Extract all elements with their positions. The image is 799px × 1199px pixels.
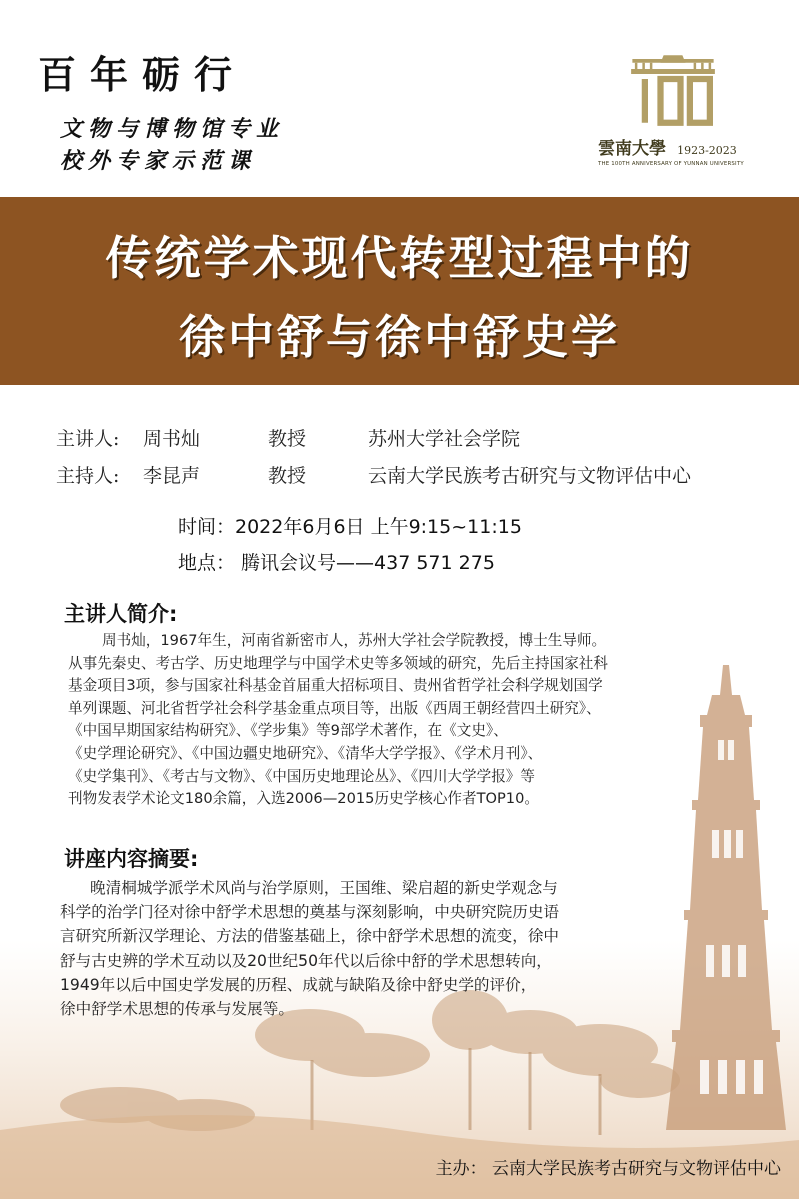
bio-line: 刊物发表学术论文180余篇，入选2006—2015历史学核心作者TOP10。	[68, 790, 539, 808]
logo-text	[598, 134, 748, 167]
abstract-line: 1949年以后中国史学发展的历程、成就与缺陷及徐中舒史学的评价，	[60, 975, 537, 994]
bio-line: 《史学理论研究》、《中国边疆史地研究》、《清华大学学报》、《学术月刊》、	[68, 744, 543, 762]
header-subtitle-line2: 校外专家示范课	[60, 148, 257, 174]
event-time: 时间：2022年6月6日 上午9:15~11:15	[178, 516, 522, 538]
abstract-line: 科学的治学门径对徐中舒学术思想的奠基与深刻影响，中央研究院历史语	[60, 903, 560, 922]
abstract-heading: 讲座内容摘要:	[64, 847, 199, 871]
banner-title-line1: 传统学术现代转型过程中的	[105, 231, 694, 285]
event-place: 地点： 腾讯会议号——437 571 275	[178, 552, 495, 574]
host-org: 云南大学民族考古研究与文物评估中心	[368, 465, 692, 487]
logo-name: 雲南大學	[598, 139, 666, 159]
speaker-role: 主讲人:	[56, 428, 120, 450]
organizer: 主办： 云南大学民族考古研究与文物评估中心	[435, 1159, 781, 1179]
logo-years: 1923-2023	[677, 144, 737, 157]
header-subtitle-line1: 文物与博物馆专业	[60, 116, 285, 142]
abstract-text	[60, 876, 700, 1021]
header-title: 百年砺行	[38, 52, 247, 97]
speaker-name: 周书灿	[143, 428, 201, 450]
bio-line: 《中国早期国家结构研究》、《学步集》等9部学术著作，在《文史》、	[68, 722, 508, 740]
bio-line: 从事先秦史、考古学、历史地理学与中国学术史等多领域的研究，先后主持国家社科	[68, 654, 608, 672]
abstract-line: 言研究所新汉学理论、方法的借鉴基础上，徐中舒学术思想的流变，徐中	[60, 927, 560, 946]
university-centennial-logo	[598, 54, 748, 129]
bio-line: 基金项目3项，参与国家社科基金首届重大招标项目、贵州省哲学社会科学规划国学	[68, 677, 603, 695]
bio-line: 周书灿，1967年生，河南省新密市人，苏州大学社会学院教授，博士生导师。	[102, 632, 607, 649]
abstract-line: 晚清桐城学派学术风尚与治学原则，王国维、梁启超的新史学观念与	[90, 879, 558, 897]
speaker-org: 苏州大学社会学院	[368, 428, 521, 450]
banner-title-line2: 徐中舒与徐中舒史学	[179, 310, 620, 364]
bio-heading: 主讲人简介:	[64, 602, 178, 626]
abstract-line: 徐中舒学术思想的传承与发展等。	[60, 1000, 294, 1019]
bio-line: 《史学集刊》、《考古与文物》、《中国历史地理论丛》、《四川大学学报》等	[68, 767, 535, 785]
logo-tagline: THE 100TH ANNIVERSARY OF YUNNAN UNIVERSITY	[598, 161, 744, 167]
speaker-title: 教授	[268, 428, 307, 450]
host-name: 李昆声	[143, 465, 201, 487]
abstract-line: 舒与古史辨的学术互动以及20世纪50年代以后徐中舒的学术思想转向，	[60, 951, 552, 970]
bio-line: 单列课题、河北省哲学社会科学基金重点项目等，出版《西周王朝经营四土研究》、	[68, 699, 601, 717]
host-title: 教授	[268, 465, 307, 487]
host-role: 主持人:	[56, 465, 120, 487]
bio-text	[68, 630, 738, 811]
